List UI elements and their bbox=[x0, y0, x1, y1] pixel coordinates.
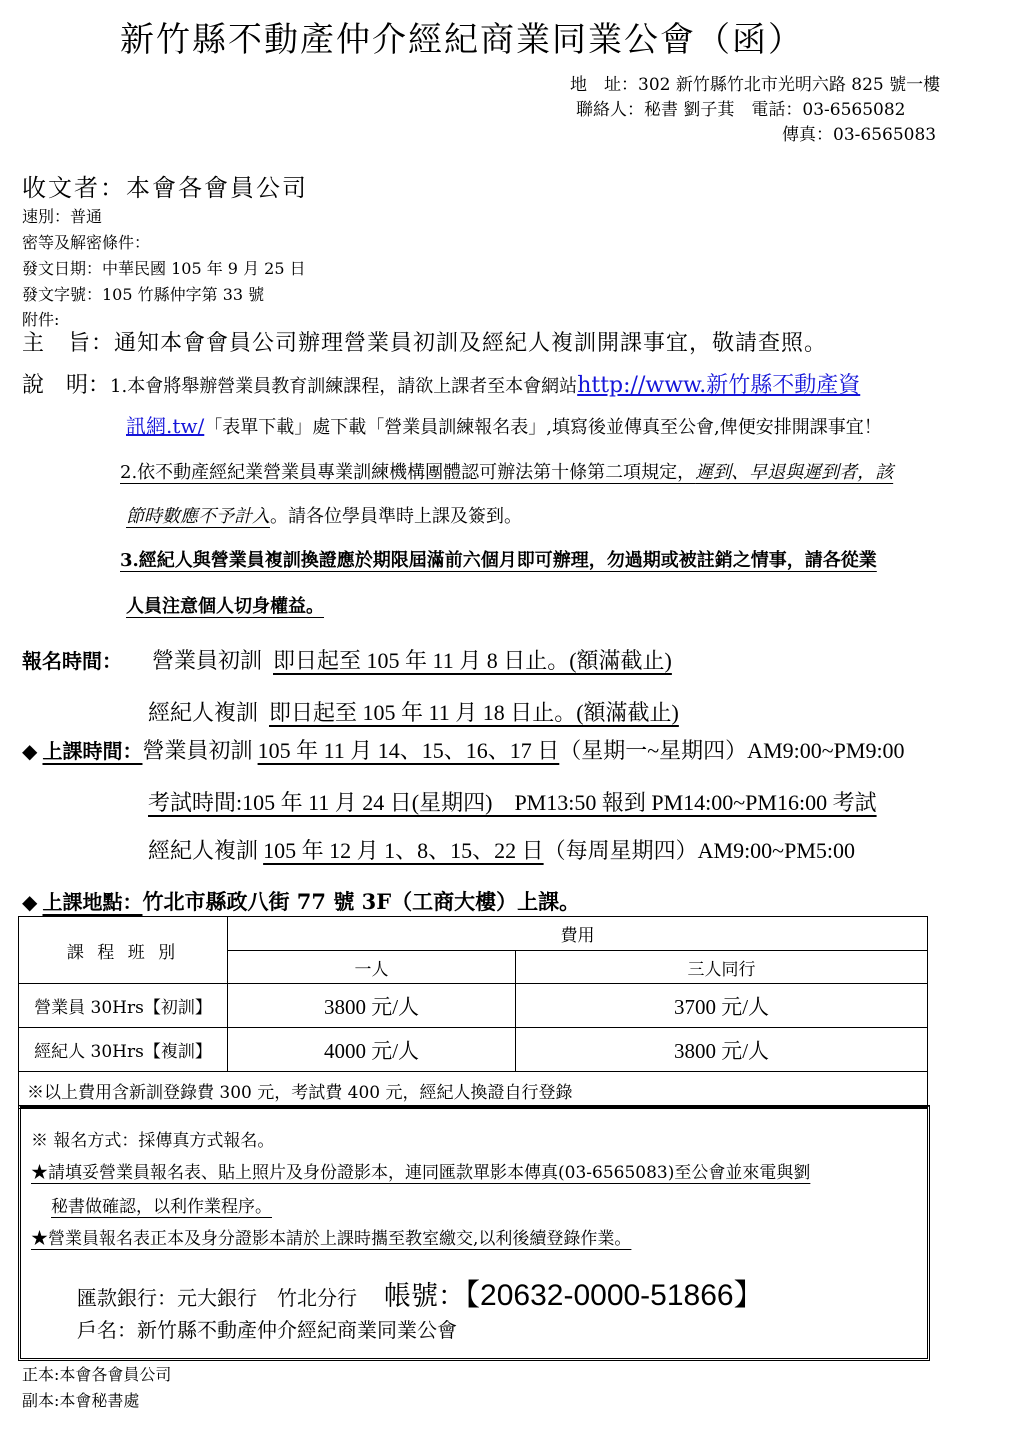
registration-row-broker bbox=[148, 696, 679, 727]
website-link[interactable]: http://www.新竹縣不動產資 bbox=[577, 373, 861, 398]
diamond-bullet-icon: ◆ bbox=[22, 890, 38, 914]
notice-box bbox=[18, 1105, 930, 1361]
item2-emphasis: 遲到、早退與遲到者，該 bbox=[695, 462, 894, 483]
instruction-1: ★請填妥營業員報名表、貼上照片及身份證影本，連同匯款單影本傳真(03-6565083)至公會並來電與劉 bbox=[31, 1163, 811, 1183]
address: 地 址：302 新竹縣竹北市光明六路 825 號一樓 bbox=[570, 75, 941, 95]
item2-emphasis-cont: 節時數應不予計入 bbox=[126, 506, 270, 527]
subject bbox=[22, 326, 827, 357]
recipient: 收文者：本會各會員公司 bbox=[22, 174, 308, 202]
diamond-bullet-icon: ◆ bbox=[22, 739, 38, 763]
course-name: 營業員初訓 bbox=[152, 648, 263, 673]
course-name: 經紀人複訓 bbox=[148, 838, 259, 863]
course-name: 經紀人複訓 bbox=[148, 700, 259, 725]
account-label: 帳號： bbox=[384, 1281, 466, 1312]
course-cell: 經紀人 30Hrs【複訓】 bbox=[19, 1028, 228, 1072]
explanation-item-3: 3.經紀人與營業員複訓換證應於期限屆滿前六個月即可辦理，勿過期或被註銷之情事，請各從業 bbox=[120, 550, 877, 571]
explanation-item-2 bbox=[120, 458, 893, 484]
class-dates: 105 年 11 月 14、15、16、17 日 bbox=[257, 738, 560, 763]
class-time-row-sales bbox=[22, 734, 905, 765]
registration-period: 即日起至 105 年 11 月 18 日止。(額滿截止) bbox=[269, 700, 679, 725]
subject-text: 通知本會會員公司辦理營業員初訓及經紀人複訓開課事宜，敬請查照。 bbox=[114, 331, 828, 356]
bank-name: 匯款銀行：元大銀行 竹北分行 bbox=[77, 1286, 357, 1310]
account-number: 【20632-0000-51866】 bbox=[465, 1279, 764, 1312]
group-price-cell: 3700 元/人 bbox=[516, 984, 928, 1028]
fee-table bbox=[18, 916, 928, 1109]
explanation-item-1-cont bbox=[126, 410, 882, 439]
single-price-cell: 4000 元/人 bbox=[228, 1028, 516, 1072]
subject-label: 主 旨： bbox=[22, 331, 115, 356]
explanation-item-1 bbox=[22, 368, 860, 399]
issue-number: 發文字號：105 竹縣仲字第 33 號 bbox=[22, 285, 265, 304]
instruction-2: ★營業員報名表正本及身分證影本請於上課時攜至教室繳交,以利後續登錄作業。 bbox=[31, 1229, 632, 1249]
course-name: 營業員初訓 bbox=[142, 738, 253, 763]
attachment: 附件: bbox=[22, 310, 60, 329]
explanation-label: 說 明： bbox=[22, 373, 111, 398]
explanation-item-2-cont bbox=[126, 502, 522, 528]
issue-date: 發文日期：中華民國 105 年 9 月 25 日 bbox=[22, 259, 306, 278]
copy-recipient: 副本:本會秘書處 bbox=[22, 1391, 140, 1410]
instruction-1-cont: 秘書做確認，以利作業程序。 bbox=[51, 1197, 272, 1217]
fee-note: ※以上費用含新訓登錄費 300 元，考試費 400 元，經紀人換證自行登錄 bbox=[19, 1072, 928, 1109]
contact-person: 聯絡人：秘書 劉子萁 電話：03-6565082 bbox=[576, 100, 906, 120]
account-name: 戶名：新竹縣不動產仲介經紀商業同業公會 bbox=[77, 1318, 457, 1342]
class-hours: （星期一~星期四）AM9:00~PM9:00 bbox=[559, 738, 905, 763]
item2-text: 2.依不動產經紀業營業員專業訓練機構團體認可辦法第十條第二項規定， bbox=[120, 462, 696, 483]
col-single-header: 一人 bbox=[228, 951, 516, 984]
course-cell: 營業員 30Hrs【初訓】 bbox=[19, 984, 228, 1028]
location-row bbox=[22, 886, 580, 916]
group-price-cell: 3800 元/人 bbox=[516, 1028, 928, 1072]
class-dates: 105 年 12 月 1、8、15、22 日 bbox=[263, 838, 544, 863]
registration-period: 即日起至 105 年 11 月 8 日止。(額滿截止) bbox=[273, 648, 672, 673]
registration-method: ※ 報名方式：採傳真方式報名。 bbox=[31, 1131, 275, 1151]
class-time-row-broker bbox=[148, 834, 855, 865]
item1-suffix: 「表單下載」處下載「營業員訓練報名表」,填寫後並傳真至公會,俾便安排開課事宜！ bbox=[204, 417, 882, 438]
bank-info bbox=[77, 1270, 764, 1314]
document-title: 新竹縣不動產仲介經紀商業同業公會（函） bbox=[120, 20, 804, 60]
fax-number: 傳真：03-6565083 bbox=[782, 125, 937, 145]
item1-text: 1.本會將舉辦營業員教育訓練課程，請欲上課者至本會網站 bbox=[110, 376, 578, 397]
speed: 速別：普通 bbox=[22, 207, 103, 226]
col-course-header: 課 程 班 別 bbox=[19, 917, 228, 984]
col-fee-header: 費用 bbox=[228, 917, 928, 951]
registration-row-sales bbox=[152, 644, 672, 675]
class-hours: （每周星期四）AM9:00~PM5:00 bbox=[543, 838, 855, 863]
original-recipient: 正本:本會各會員公司 bbox=[22, 1365, 172, 1384]
website-link-cont[interactable]: 訊網.tw/ bbox=[126, 414, 205, 438]
explanation-item-3-cont: 人員注意個人切身權益。 bbox=[126, 596, 324, 617]
single-price-cell: 3800 元/人 bbox=[228, 984, 516, 1028]
col-group-header: 三人同行 bbox=[516, 951, 928, 984]
location-text: 竹北市縣政八街 77 號 3F（工商大樓）上課。 bbox=[142, 889, 581, 914]
table-row bbox=[19, 1028, 928, 1072]
secrecy: 密等及解密條件： bbox=[22, 233, 151, 252]
registration-label: 報名時間： bbox=[22, 651, 122, 673]
item2-suffix: 。請各位學員準時上課及簽到。 bbox=[270, 506, 522, 527]
class-time-label: 上課時間： bbox=[42, 741, 143, 763]
location-label: 上課地點： bbox=[42, 892, 143, 914]
table-row bbox=[19, 984, 928, 1028]
exam-time: 考試時間:105 年 11 月 24 日(星期四) PM13:50 報到 PM14:00~PM16:00 考試 bbox=[148, 790, 877, 815]
